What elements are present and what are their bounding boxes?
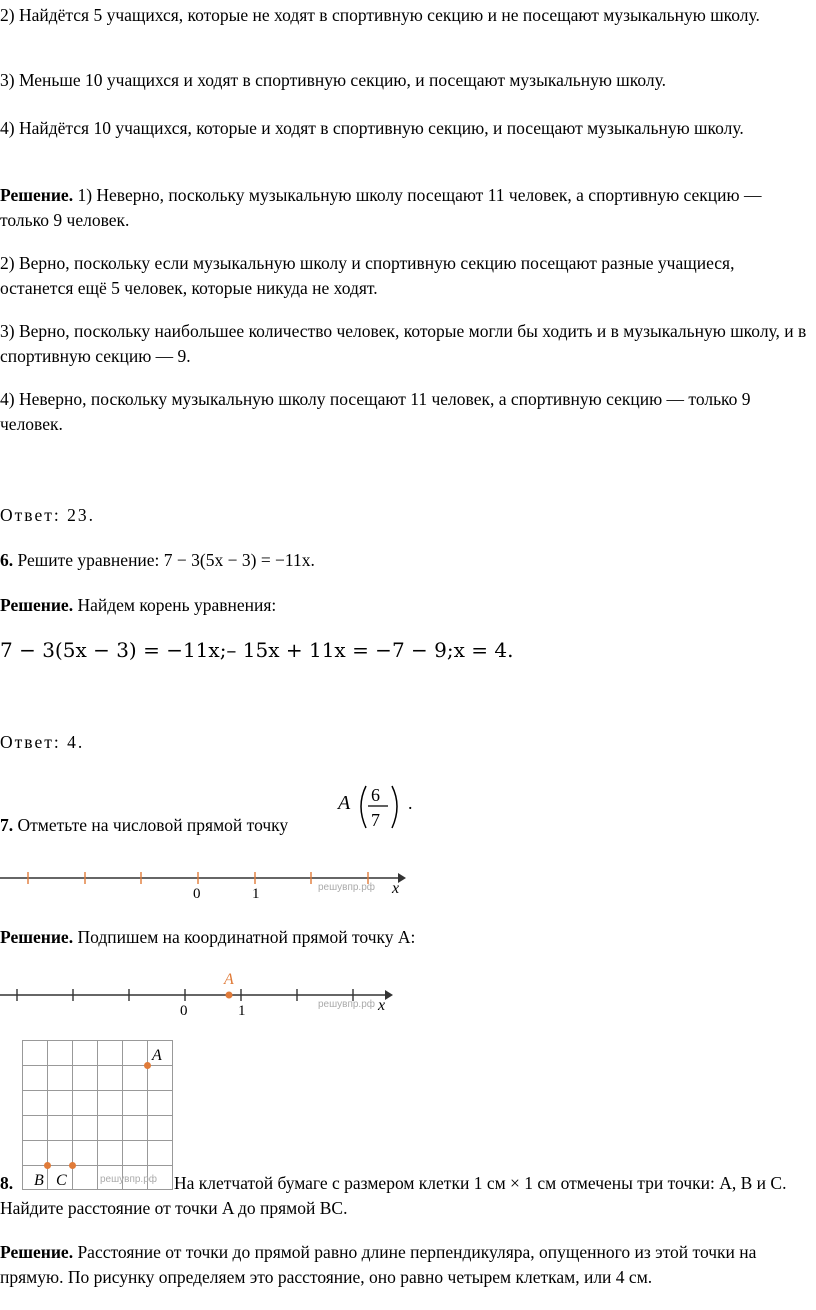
number-line-task bbox=[0, 866, 410, 902]
label-zero: 0 bbox=[180, 1003, 188, 1019]
label-one: 1 bbox=[238, 1003, 246, 1019]
point-c-label: C bbox=[56, 1172, 67, 1189]
watermark: решувпр.рф bbox=[318, 882, 376, 893]
solution-6: Решение. Найдем корень уравнения: bbox=[0, 595, 277, 615]
point-c bbox=[69, 1162, 76, 1169]
statement-3: 3) Меньше 10 учащихся и ходят в спортивную секцию, и посещают музыкальную школу. bbox=[0, 70, 667, 90]
label-zero: 0 bbox=[193, 886, 201, 902]
fraction-numerator: 6 bbox=[371, 785, 380, 805]
watermark: решувпр.рф bbox=[100, 1174, 158, 1185]
point-a-label: A bbox=[224, 971, 234, 988]
solution-5-item-3: 3) Верно, поскольку наибольшее количество человек, которые могли бы ходить и в музыкальную школу, и в спортивную секцию — 9. bbox=[0, 321, 807, 366]
fraction-point-a bbox=[330, 776, 420, 836]
point-b-label: B bbox=[34, 1172, 44, 1189]
fraction-letter: A bbox=[338, 792, 351, 814]
answer-6: Ответ: 4. bbox=[0, 732, 85, 752]
task-7: 7. Отметьте на числовой прямой точку bbox=[0, 815, 289, 835]
axis-arrow bbox=[398, 873, 406, 883]
point-b bbox=[44, 1162, 51, 1169]
axis-arrow bbox=[385, 990, 393, 1000]
svg-text:.: . bbox=[408, 793, 413, 813]
point-a bbox=[144, 1062, 151, 1069]
solution-5-item-4: 4) Неверно, поскольку музыкальную школу посещают 11 человек, а спортивную секцию — только 9 человек. bbox=[0, 389, 751, 434]
watermark: решувпр.рф bbox=[318, 999, 376, 1010]
label-one: 1 bbox=[252, 886, 260, 902]
number-line-solution bbox=[0, 970, 400, 1020]
answer-5: Ответ: 23. bbox=[0, 505, 95, 525]
statement-4: 4) Найдётся 10 учащихся, которые и ходят в спортивную секцию, и посещают музыкальную школу. bbox=[0, 118, 744, 138]
point-a-label: A bbox=[152, 1047, 162, 1064]
grid-figure bbox=[22, 1040, 174, 1190]
solution-5-item-2: 2) Верно, поскольку если музыкальную школу и спортивную секцию посещают разные учащиеся, останется ещё 5 человек, которые никуда не ходят. bbox=[0, 253, 735, 298]
point-a bbox=[226, 992, 233, 999]
equation-6: 7 − 3(5x − 3) = −11x;– 15x + 11x = −7 − 9;x = 4. bbox=[0, 638, 514, 662]
solution-5-item-1: Решение. 1) Неверно, поскольку музыкальную школу посещают 11 человек, а спортивную секцию — только 9 человек. bbox=[0, 185, 762, 230]
task-6: 6. Решите уравнение: 7 − 3(5x − 3) = −11x. bbox=[0, 550, 315, 570]
statement-2: 2) Найдётся 5 учащихся, которые не ходят в спортивную секцию и не посещают музыкальную школу. bbox=[0, 5, 760, 25]
label-x: x bbox=[392, 880, 400, 897]
solution-7: Решение. Подпишем на координатной прямой точку A: bbox=[0, 927, 416, 947]
label-x: x bbox=[378, 997, 386, 1014]
task-8: 8. На клетчатой бумаге с размером клетки 1 см × 1 см отмечены три точки: A, B и C. Найдите расстояние от точки A до прямой BC. bbox=[0, 1173, 787, 1218]
solution-label: Решение. bbox=[0, 185, 74, 205]
fraction-denominator: 7 bbox=[371, 810, 380, 830]
solution-8: Решение. Расстояние от точки до прямой равно длине перпендикуляра, опущенного из этой точки на прямую. По рисунку определяем это расстояние, оно равно четырем клеткам, или 4 см. bbox=[0, 1242, 757, 1287]
